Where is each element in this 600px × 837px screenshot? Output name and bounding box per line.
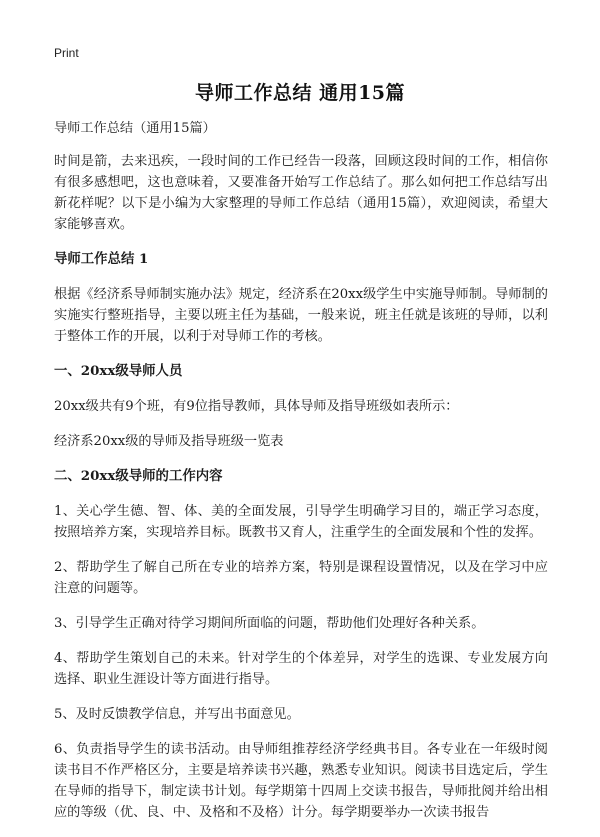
list-item: 1、关心学生德、智、体、美的全面发展，引导学生明确学习目的，端正学习态度，按照培养方案，实现培养目标。既教书又育人，注重学生的全面发展和个性的发挥。	[54, 504, 548, 540]
intro-paragraph: 时间是箭，去来迅疾，一段时间的工作已经告一段落，回顾这段时间的工作，相信你有很多感想吧，这也意味着，又要准备开始写工作总结了。那么如何把工作总结写出新花样呢？以下是小编为大家整理的导师工作总结（通用15篇），欢迎阅读，希望大家能够喜欢。	[54, 154, 548, 232]
subsection-heading: 一、20xx级导师人员	[54, 363, 183, 379]
list-item: 2、帮助学生了解自己所在专业的培养方案，特别是课程设置情况，以及在学习中应注意的问题等。	[54, 560, 548, 596]
paragraph: 20xx级共有9个班，有9位指导教师，具体导师及指导班级如表所示：	[54, 399, 459, 414]
list-item: 6、负责指导学生的读书活动。由导师组推荐经济学经典书目。各专业在一年级时阅读书目不作严格区分，主要是培养读书兴趣，熟悉专业知识。阅读书目选定后，学生在导师的指导下，制定读书计划。每学期第十四周上交读书报告，导师批阅并给出相应的等级（优、良、中、及格和不及格）计分。每学期要举办一次读书报告	[54, 742, 548, 820]
list-item: 5、及时反馈教学信息，并写出书面意见。	[54, 707, 300, 722]
document-body	[54, 118, 548, 837]
document-title: 导师工作总结 通用15篇	[194, 82, 406, 104]
list-item: 3、引导学生正确对待学习期间所面临的问题，帮助他们处理好各种关系。	[54, 616, 485, 631]
section-heading: 导师工作总结 1	[54, 251, 149, 267]
subsection-heading: 二、20xx级导师的工作内容	[54, 468, 223, 484]
print-label: Print	[54, 46, 79, 60]
paragraph: 根据《经济系导师制实施办法》规定，经济系在20xx级学生中实施导师制。导师制的实施实行整班指导，主要以班主任为基础，一般来说，班主任就是该班的导师，以利于整体工作的开展，以利于对导师工作的考核。	[54, 287, 548, 344]
list-item: 4、帮助学生策划自己的未来。针对学生的个体差异，对学生的选课、专业发展方向选择、职业生涯设计等方面进行指导。	[54, 651, 548, 687]
document-subtitle: 导师工作总结（通用15篇）	[54, 121, 216, 136]
paragraph: 经济系20xx级的导师及指导班级一览表	[54, 434, 284, 449]
